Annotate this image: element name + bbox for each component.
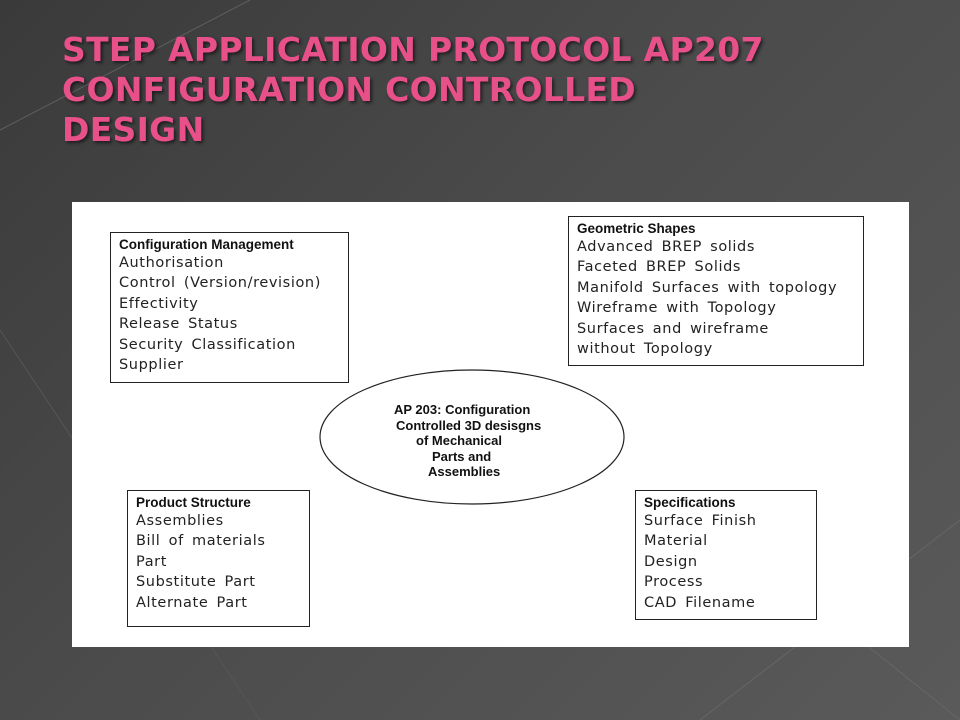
list-item: Wireframe with Topology: [577, 300, 777, 317]
configuration-management-title: Configuration Management: [119, 237, 294, 252]
list-item: Process: [644, 574, 704, 591]
slide-title: [62, 30, 922, 150]
list-item: Alternate Part: [136, 594, 248, 611]
list-item: Surface Finish: [644, 513, 757, 529]
geometric-shapes-title: Geometric Shapes: [577, 221, 696, 236]
list-item: Assemblies: [136, 513, 224, 529]
slide-title-line: STEP APPLICATION PROTOCOL AP207: [62, 30, 764, 69]
list-item: Faceted BREP Solids: [577, 259, 742, 276]
configuration-management-box: [110, 232, 349, 383]
ap203-label: [372, 402, 572, 480]
list-item: Control (Version/revision): [119, 275, 321, 292]
specifications-box: [635, 490, 817, 620]
ap203-label-line: Assemblies: [428, 464, 501, 479]
slide-title-line: CONFIGURATION CONTROLLED: [62, 70, 636, 109]
list-item: Advanced BREP solids: [577, 239, 756, 255]
list-item: CAD Filename: [644, 594, 756, 611]
specifications-title: Specifications: [644, 495, 736, 510]
list-item: Security Classification: [119, 336, 296, 353]
list-item: Release Status: [119, 316, 238, 333]
list-item: Manifold Surfaces with topology: [577, 279, 838, 296]
product-structure-box: [127, 490, 310, 627]
list-item: Substitute Part: [136, 574, 256, 591]
ap203-label-line: Controlled 3D desisgns: [396, 417, 542, 433]
slide-title-line: DESIGN: [62, 110, 205, 149]
configuration-management-list: [119, 253, 342, 375]
list-item: Surfaces and wireframe: [577, 320, 769, 337]
ap203-label-line: of Mechanical: [416, 433, 502, 448]
list-item: Material: [644, 533, 708, 550]
product-structure-list: [136, 511, 303, 613]
ap203-label-line: Parts and: [432, 448, 492, 464]
list-item: Effectivity: [119, 295, 199, 312]
geometric-shapes-box: [568, 216, 864, 366]
list-item: without Topology: [577, 341, 713, 358]
list-item: Bill of materials: [136, 533, 266, 550]
list-item: Supplier: [119, 357, 184, 374]
list-item: Design: [644, 553, 698, 570]
specifications-list: [644, 511, 810, 613]
geometric-shapes-list: [577, 237, 857, 359]
ap203-label-line: AP 203: Configuration: [394, 402, 531, 417]
list-item: Part: [136, 553, 168, 570]
list-item: Authorisation: [119, 255, 224, 271]
product-structure-title: Product Structure: [136, 495, 251, 510]
ap203-diagram: [72, 202, 909, 647]
